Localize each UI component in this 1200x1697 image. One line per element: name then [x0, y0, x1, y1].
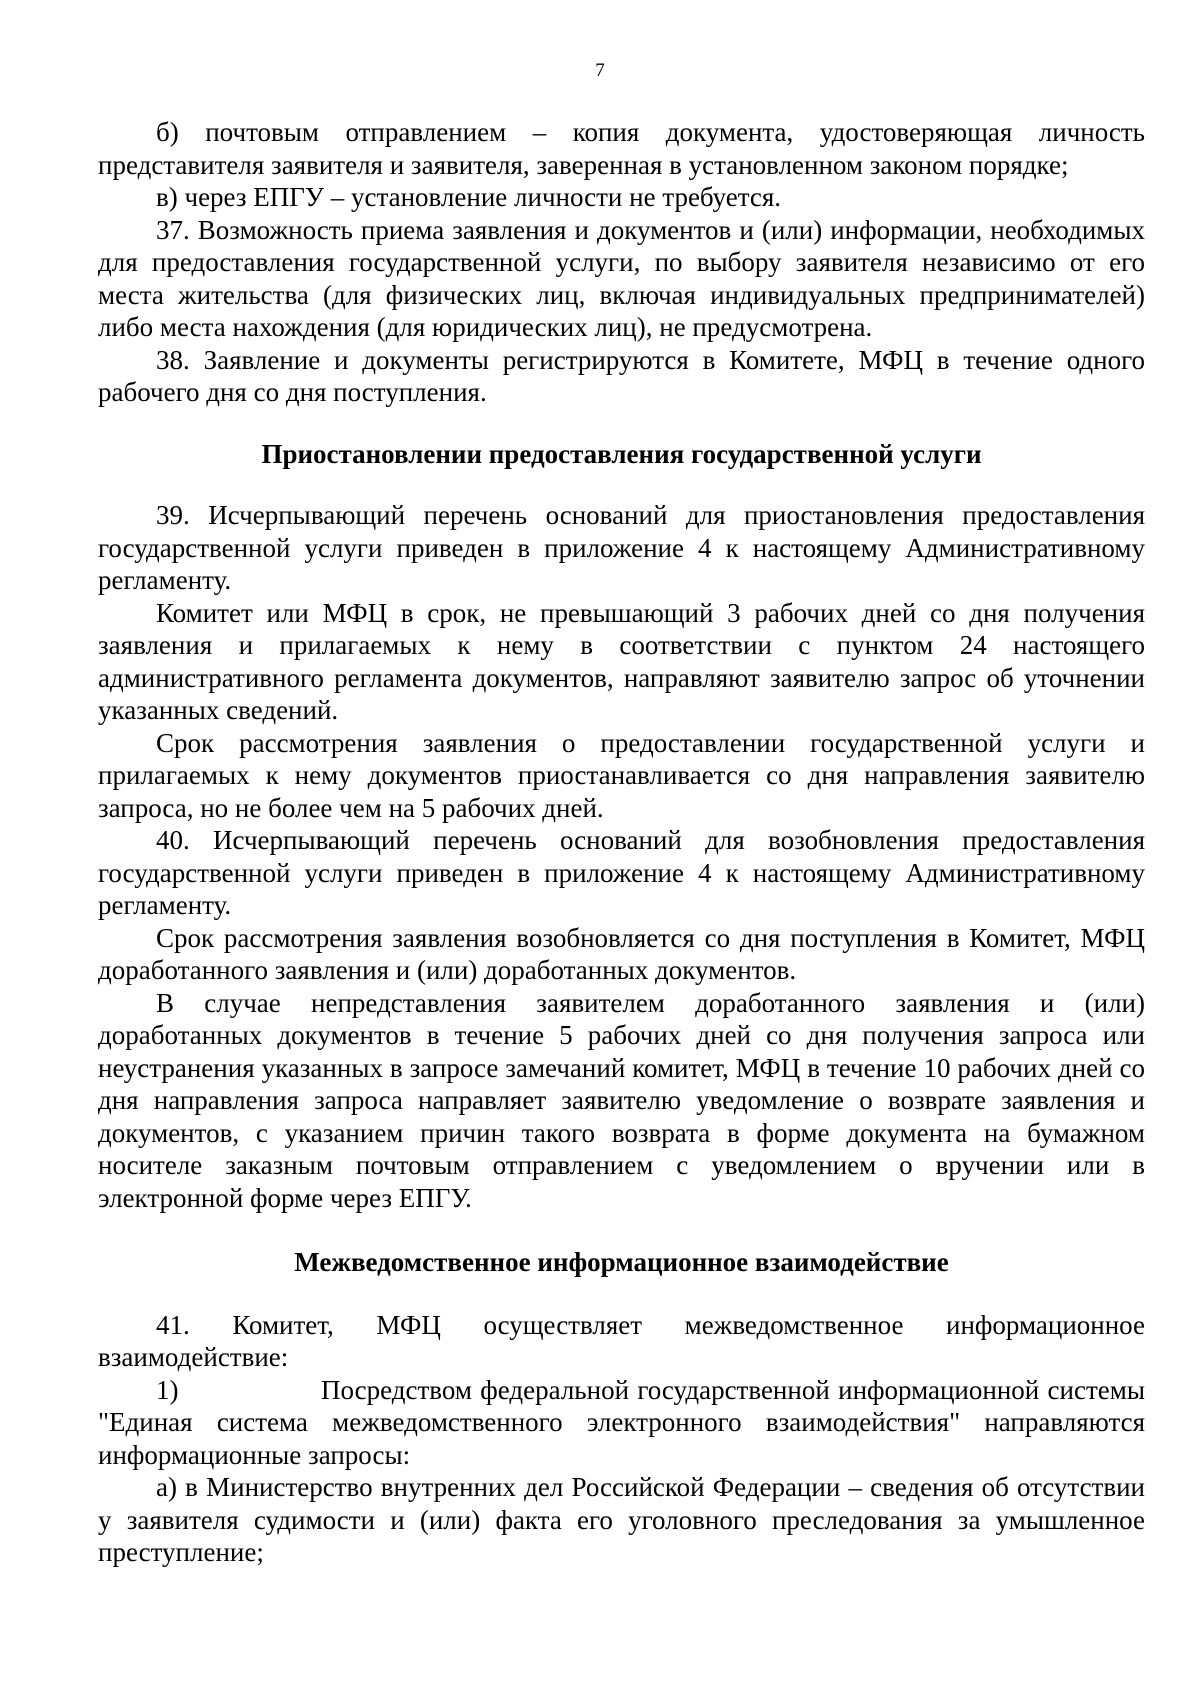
paragraph: в) через ЕПГУ – установление личности не требуется. — [156, 182, 782, 212]
list-item-text: Посредством федеральной государственной информационной системы "Единая система межведомственного электронного взаимодействия" направляются информационные запросы: — [98, 1374, 1145, 1470]
paragraph: Комитет или МФЦ в срок, не превышающий 3 рабочих дней со дня получения заявления и прилагаемых к нему в соответствии с пунктом 24 настоящего административного регламента документов, направляют заявителю запрос об уточнении указанных сведений. — [98, 597, 1145, 725]
page-number: 7 — [595, 60, 605, 81]
paragraph: Срок рассмотрения заявления возобновляется со дня поступления в Комитет, МФЦ доработанного заявления и (или) доработанных документов. — [98, 922, 1145, 985]
paragraph: 38. Заявление и документы регистрируются в Комитете, МФЦ в течение одного рабочего дня со дня поступления. — [98, 344, 1145, 407]
paragraph: В случае непредставления заявителем доработанного заявления и (или) доработанных документов в течение 5 рабочих дней со дня получения запроса или неустранения указанных в запросе замечаний комитет, МФЦ в течение 10 рабочих дней со дня направления запроса направляет заявителю уведомление о возврате заявления и документов, с указанием причин такого возврата в форме документа на бумажном носителе заказным почтовым отправлением с уведомлением о вручении или в электронной форме через ЕПГУ. — [98, 987, 1145, 1213]
paragraph: 40. Исчерпывающий перечень оснований для возобновления предоставления государственной услуги приведен в приложение 4 к настоящему Административному регламенту. — [98, 825, 1145, 920]
paragraph: а) в Министерство внутренних дел Российской Федерации – сведения об отсутствии у заявителя судимости и (или) факта его уголовного преследования за умышленное преступление; — [98, 1472, 1145, 1567]
paragraph: 41. Комитет, МФЦ осуществляет межведомственное информационное взаимодействие: — [98, 1309, 1145, 1372]
list-item-number: 1) — [156, 1374, 179, 1405]
list-item — [98, 1374, 1145, 1472]
paragraph: б) почтовым отправлением – копия документа, удостоверяющая личность представителя заявителя и заявителя, заверенная в установленном законом порядке; — [98, 117, 1145, 180]
paragraph: Срок рассмотрения заявления о предоставлении государственной услуги и прилагаемых к нему документов приостанавливается со дня направления заявителю запроса, но не более чем на 5 рабочих дней. — [98, 727, 1145, 823]
section-heading: Межведомственное информационное взаимодействие — [294, 1247, 949, 1277]
paragraph: 39. Исчерпывающий перечень оснований для приостановления предоставления государственной услуги приведен в приложение 4 к настоящему Административному регламенту. — [98, 500, 1145, 595]
document-body — [98, 116, 1145, 1569]
section-heading: Приостановлении предоставления государственной услуги — [261, 438, 982, 469]
paragraph: 37. Возможность приема заявления и документов и (или) информации, необходимых для предоставления государственной услуги, по выбору заявителя независимо от его места жительства (для физических лиц, включая индивидуальных предпринимателей) либо места нахождения (для юридических лиц), не предусмотрена. — [98, 214, 1145, 342]
